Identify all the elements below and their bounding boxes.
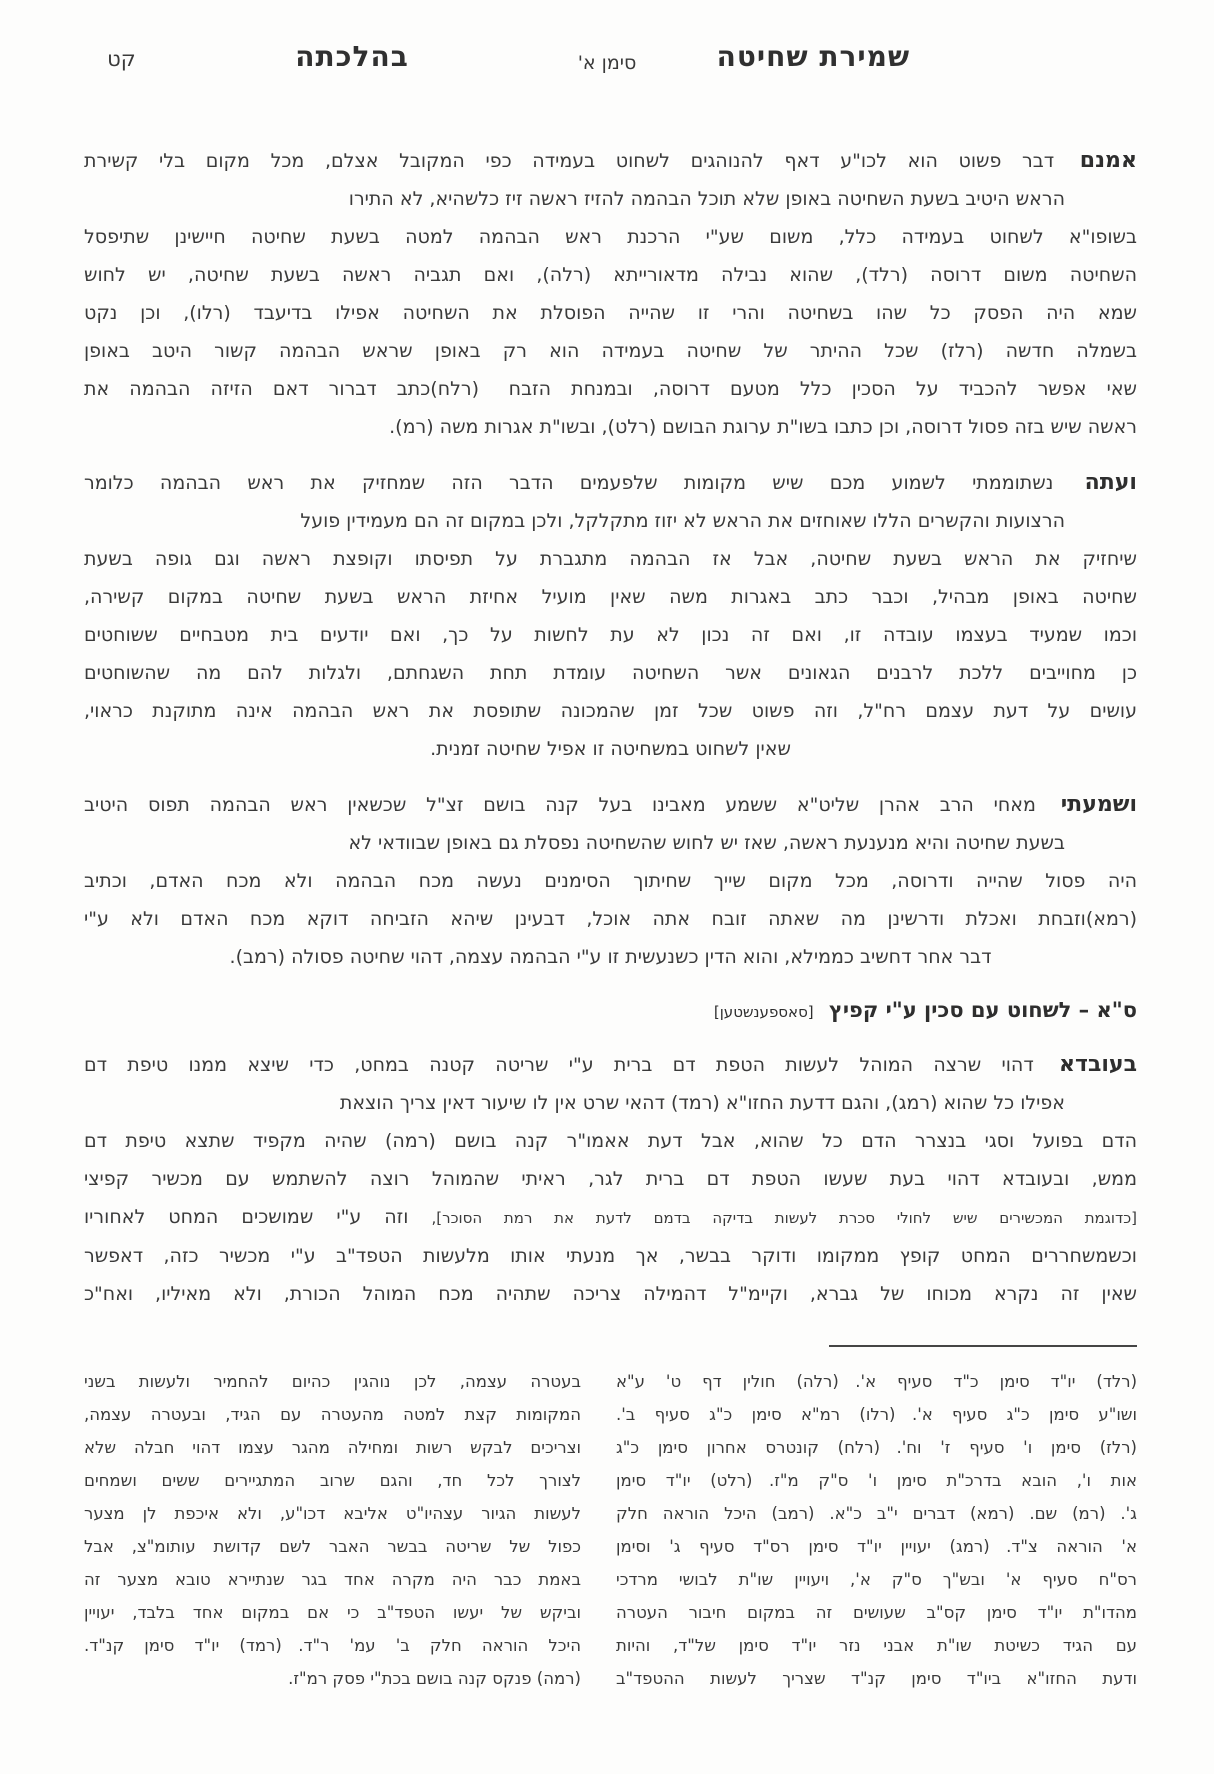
text-line: בשמלה חדשה (רלז) שכל ההיתר של שחיטה בעמידה הוא רק באופן שראש הבהמה קשור היטב באופן bbox=[84, 340, 1137, 362]
siman-label: סימן א' bbox=[577, 52, 637, 74]
text-line: מהדו"ת יו"ד סימן קס"ב שעושים זה במקום חיבור העטרה bbox=[616, 1603, 1137, 1622]
text-line: אות ו', הובא בדרכ"ת סימן ו' ס"ק מ"ז. (רלט) יו"ד סימן bbox=[616, 1471, 1137, 1490]
book-title-second-word: בהלכתה bbox=[295, 40, 409, 73]
text-line: ועתה נשתוממתי לשמוע מכם שיש מקומות שלפעמים הדבר הזה שמחזיק את ראש הבהמה כלומר bbox=[84, 470, 1137, 495]
footnote-column-left bbox=[84, 1365, 581, 1695]
text-line: היכל הוראה חלק ב' עמ' ר"ד. (רמד) יו"ד סימן קנ"ד. bbox=[84, 1636, 581, 1655]
page-number: קט bbox=[107, 47, 136, 71]
paragraph bbox=[84, 1046, 1137, 1313]
text-line: שאין לשחוט במשחיטה זו אפיל שחיטה זמנית. bbox=[430, 738, 791, 760]
text-line: לעשות הגיור עצהיו"ט אליבא דכו"ע, ולא איכפת לן מצער bbox=[84, 1504, 581, 1523]
text-line: א' הוראה צ"ד. (רמג) יעויין יו"ד סימן רס"ד סעיף ג' וסימן bbox=[616, 1537, 1137, 1556]
text-line: שאין זה נקרא מכוחו של גברא, וקיימ"ל דהמילה צריכה שתהיה מכח המוהל הכורת, ולא מאיליו, ואח"כ bbox=[84, 1283, 1137, 1305]
section-heading-title: ס"א – לשחוט עם סכין ע"י קפיץ bbox=[828, 998, 1137, 1022]
text-line: (רלד) יו"ד סימן כ"ד סעיף א'. (רלה) חולין דף ט' ע"א bbox=[616, 1372, 1137, 1391]
text-line: ושו"ע סימן כ"ג סעיף א'. (רלו) רמ"א סימן כ"ג סעיף ב'. bbox=[616, 1405, 1137, 1424]
paragraph-lead-word: ושמעתי bbox=[1060, 792, 1137, 817]
section-heading-yiddish-tag: [סאספענשטען] bbox=[713, 1003, 814, 1021]
main-text bbox=[0, 104, 1214, 1313]
text-line: המקומות קצת למטה מהעטרה עם הגיד, ובעטרה עצמה, bbox=[84, 1405, 581, 1424]
text-line: עם הגיד כשיטת שו"ת אבני נזר יו"ד סימן של"ד, והיות bbox=[616, 1636, 1137, 1655]
paragraph-lead-word: ועתה bbox=[1084, 470, 1137, 495]
text-line: בשעת שחיטה והיא מנענעת ראשה, שאז יש לחוש שהשחיטה נפסלת גם באופן שבוודאי לא bbox=[348, 832, 1065, 854]
text-line: שאי אפשר להכביד על הסכין כלל מטעם דרוסה, ובמנחת הזבח (רלח)כתב דברור דאם הזיזה הבהמה את bbox=[84, 378, 1137, 400]
book-title: שמירת שחיטה bbox=[716, 40, 911, 73]
text-line: ודעת החזו"א ביו"ד סימן קנ"ד שצריך לעשות ההטפד"ב bbox=[616, 1669, 1137, 1688]
text-line: היה פסול שהייה ודרוסה, מכל מקום שייך שחיתוך הסימנים נעשה מכח הבהמה ולא מכח האדם, וכתיב bbox=[84, 870, 1137, 892]
text-line: רס"ח סעיף א' ובש"ך ס"ק א', ויעויין שו"ת לבושי מרדכי bbox=[616, 1570, 1137, 1589]
text-line: הרצועות והקשרים הללו שאוחזים את הראש לא יזוז מתקלקל, ולכן במקום זה הם מעמידין פועל bbox=[300, 510, 1065, 532]
text-line: עושים על דעת עצמם רח"ל, וזה פשוט שכל זמן שהמכונה שתופסת את ראש הבהמה אינה מתוקנת כראוי, bbox=[84, 700, 1137, 722]
text-line: כן מחוייבים ללכת לרבנים הגאונים אשר השחיטה עומדת תחת השגחתם, ולגלות להם מה שהשוחטים bbox=[84, 662, 1137, 684]
text-line: שמא היה הפסק כל שהו בשחיטה והרי זו שהייה הפוסלת את השחיטה אפילו בדיעבד (רלו), וכן נקט bbox=[84, 302, 1137, 324]
text-line: באמת כבר היה מקרה אחד בגר שנתיירא טובא מצער זה bbox=[84, 1570, 581, 1589]
text-line: הדם בפועל וסגי בנצרר הדם כל שהוא, אבל דעת אאמו"ר קנה בושם (רמה) שהיה מקפיד שתצא טיפת דם bbox=[84, 1130, 1137, 1152]
text-line: ג'. (רמ) שם. (רמא) דברים י"ב כ"א. (רמב) היכל הוראה חלק bbox=[616, 1504, 1137, 1523]
text-line: בעטרה עצמה, לכן נוהגין כהיום להחמיר ולעשות בשני bbox=[84, 1372, 581, 1391]
footnotes-section bbox=[0, 1345, 1214, 1695]
text-line: השחיטה משום דרוסה (רלד), שהוא נבילה מדאורייתא (רלה), ואם תגביה ראשה בשעת שחיטה, יש לחוש bbox=[84, 264, 1137, 286]
text-line: דבר אחר דחשיב כממילא, והוא הדין כשנעשית זו ע"י הבהמה עצמה, דהוי שחיטה פסולה (רמב). bbox=[229, 946, 992, 968]
paragraph bbox=[84, 786, 1137, 976]
text-line: לצורך לכל חד, והגם שרוב המתגיירים ששים ושמחים bbox=[84, 1471, 581, 1490]
text-line: ושמעתי מאחי הרב אהרן שליט"א ששמע מאבינו בעל קנה בושם זצ"ל שכשאין ראש הבהמה תפוס היטיב bbox=[84, 792, 1137, 817]
text-line: ראשה שיש בזה פסול דרוסה, וכן כתבו בשו"ת ערוגת הבושם (רלט), ובשו"ת אגרות משה (רמ). bbox=[389, 416, 1137, 438]
text-line: (רלז) סימן ו' סעיף ז' וח'. (רלח) קונטרס אחרון סימן כ"ג bbox=[616, 1438, 1137, 1457]
text-line: (רמה) פנקס קנה בושם בכת"י פסק רמ"ז. bbox=[288, 1669, 581, 1688]
text-line: [כדוגמת המכשירים שיש לחולי סכרת לעשות בדיקה בדמם לדעת את רמת הסוכר], וזה ע"י שמושכים המחט לאחוריו bbox=[84, 1206, 1137, 1228]
paragraph-lead-word: בעובדא bbox=[1059, 1052, 1137, 1077]
text-line: וביקש של יעשו הטפד"ב כי אם במקום אחד בלבד, יעויין bbox=[84, 1603, 581, 1622]
paragraph bbox=[84, 464, 1137, 768]
text-line: בשופו"א לשחוט בעמידה כלל, משום שע"י הרכנת ראש הבהמה למטה בשעת שחיטה חיישינן שתיפסל bbox=[84, 226, 1137, 248]
text-line: בעובדא דהוי שרצה המוהל לעשות הטפת דם ברית ע"י שריטה קטנה במחט, כדי שיצא ממנו טיפת דם bbox=[84, 1052, 1137, 1077]
text-line: אפילו כל שהוא (רמג), והגם דדעת החזו"א (רמד) דהאי שרט אין לו שיעור דאין צריך הוצאת bbox=[339, 1092, 1065, 1114]
footnote-column-right bbox=[616, 1365, 1137, 1695]
paragraph bbox=[84, 142, 1137, 446]
text-line: וכשמשחררים המחט קופץ ממקומו ודוקר בבשר, אך מנעתי אותו מלעשות הטפד"ב ע"י מכשיר כזה, דאפשר bbox=[84, 1245, 1137, 1267]
footnote-separator-rule bbox=[829, 1345, 1137, 1347]
footnote-columns bbox=[84, 1365, 1137, 1695]
text-line: וצריכים לבקש רשות ומחילה מהגר עצמו דהוי חבלה שלא bbox=[84, 1438, 581, 1457]
bracketed-small-text: [כדוגמת המכשירים שיש לחולי סכרת לעשות בדיקה בדמם לדעת את רמת הסוכר], bbox=[431, 1209, 1137, 1227]
text-line: ממש, ובעובדא דהוי בעת שעשו הטפת דם ברית לגר, ראיתי שהמוהל רוצה להשתמש עם מכשיר קפיצי bbox=[84, 1168, 1137, 1190]
text-line: כפול של שריטה בבשר האבר לשם קדושת עותומ"צ, אבל bbox=[84, 1537, 581, 1556]
text-line: הראש היטיב בשעת השחיטה באופן שלא תוכל הבהמה להזיז ראשה זיז כלשהיא, לא התירו bbox=[348, 188, 1065, 210]
section-heading bbox=[84, 998, 1137, 1022]
page-header bbox=[0, 0, 1214, 104]
text-line: שיחזיק את הראש בשעת שחיטה, אבל אז הבהמה מתגברת על תפיסתו וקופצת ראשה וגם גופה בשעת bbox=[84, 548, 1137, 570]
text-line: וכמו שמעיד בעצמו עובדה זו, ואם זה נכון לא עת לחשות על כך, ואם יודעים בית מטבחיים ששוחטים bbox=[84, 624, 1137, 646]
paragraph-lead-word: אמנם bbox=[1079, 148, 1137, 173]
text-line: אמנם דבר פשוט הוא לכו"ע דאף להנוהגים לשחוט בעמידה כפי המקובל אצלם, מכל מקום בלי קשירת bbox=[84, 148, 1137, 173]
text-line: (רמא)וזבחת ואכלת ודרשינן מה שאתה זובח אתה אוכל, דבעינן שיהא הזביחה דוקא מכח האדם ולא ע"י bbox=[84, 908, 1137, 930]
text-line: שחיטה באופן מבהיל, וכבר כתב באגרות משה שאין מועיל אחיזת הראש בשעת שחיטה במקום קשירה, bbox=[84, 586, 1137, 608]
